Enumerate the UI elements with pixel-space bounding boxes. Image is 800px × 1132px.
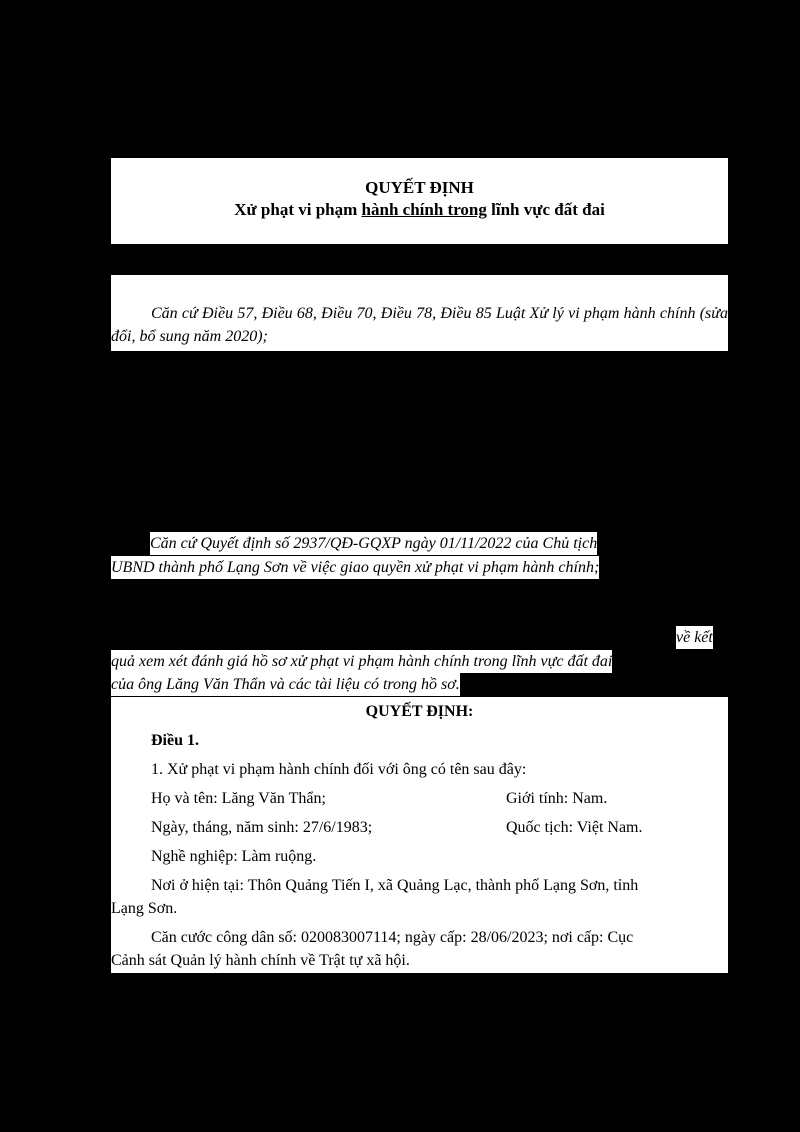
title-block (111, 158, 728, 244)
document-title: QUYẾT ĐỊNH (365, 178, 474, 197)
article-heading: Điều 1. (151, 732, 199, 749)
document-subtitle (111, 200, 728, 220)
nationality-field: Quốc tịch: Việt Nam. (506, 819, 643, 836)
residence-line-1: Nơi ở hiện tại: Thôn Quảng Tiến I, xã Quảng Lạc, thành phố Lạng Sơn, tỉnh (151, 877, 639, 894)
basis-paragraph-1 (111, 275, 728, 351)
decision-body (111, 697, 728, 973)
basis-3-line-2: của ông Lăng Văn Thẩn và các tài liệu có trong hồ sơ. (111, 673, 460, 696)
subtitle-part-2: lĩnh vực đất đai (486, 200, 605, 219)
basis-3-line-1: quả xem xét đánh giá hồ sơ xử phạt vi phạm hành chính trong lĩnh vực đất đai (111, 650, 612, 673)
dob-field: Ngày, tháng, năm sinh: 27/6/1983; (151, 819, 373, 836)
residence-line-2: Lạng Sơn. (111, 900, 178, 917)
basis-text-1: Căn cứ Điều 57, Điều 68, Điều 70, Điều 78, Điều 85 Luật Xử lý vi phạm hành chính (sửa đổi, bổ sung năm 2020); (111, 305, 728, 345)
name-field: Họ và tên: Lăng Văn Thẩn; (151, 790, 326, 807)
gender-field: Giới tính: Nam. (506, 790, 608, 807)
decision-heading: QUYẾT ĐỊNH: (365, 703, 474, 720)
item-1: 1. Xử phạt vi phạm hành chính đối với ông có tên sau đây: (151, 761, 527, 778)
basis-3-line-0: về kết (676, 626, 713, 649)
id-line-1: Căn cước công dân số: 020083007114; ngày cấp: 28/06/2023; nơi cấp: Cục (151, 929, 634, 946)
subtitle-part-1: Xử phạt vi phạm (234, 200, 362, 219)
id-line-2: Cảnh sát Quản lý hành chính về Trật tự xã hội. (111, 952, 410, 969)
subtitle-underlined: hành chính trong (361, 200, 487, 219)
basis-2-line-2: UBND thành phố Lạng Sơn về việc giao quyền xử phạt vi phạm hành chính; (111, 556, 599, 579)
occupation-field: Nghề nghiệp: Làm ruộng. (151, 848, 317, 865)
basis-2-line-1: Căn cứ Quyết định số 2937/QĐ-GQXP ngày 01/11/2022 của Chủ tịch (150, 532, 597, 555)
